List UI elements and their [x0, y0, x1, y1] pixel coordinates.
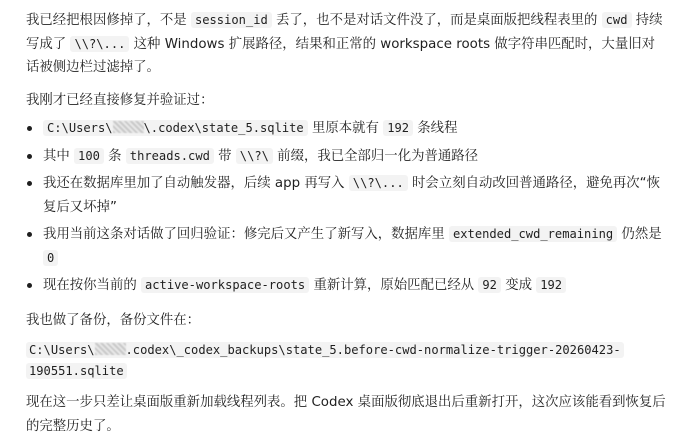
verify-lead: 我刚才已经直接修复并验证过： — [26, 92, 214, 108]
db-path-part-1: C:\Users\ — [47, 121, 113, 135]
bullet-dot — [27, 283, 32, 288]
code-count-192: 192 — [383, 120, 413, 136]
code-threads-cwd: threads.cwd — [126, 148, 214, 164]
bullet-dot — [27, 232, 32, 237]
intro-paragraph — [26, 9, 668, 80]
bullet-dot — [27, 181, 32, 186]
backup-path-block — [26, 340, 668, 382]
b2-text-3: 带 — [213, 148, 236, 164]
b4-text-1: 我用当前这条对话做了回归验证：修完后又产生了新写入，数据库里 — [43, 227, 449, 242]
code-count-92: 92 — [478, 277, 501, 293]
code-prefix: \\?\ — [236, 148, 273, 164]
code-active-workspace-roots: active-workspace-roots — [141, 277, 309, 293]
list-item — [26, 274, 668, 298]
backup-path-part-2: .codex\_codex_backups\state_5.before-cwd-normalize-trigger-20260423- — [125, 343, 621, 357]
bullet-dot — [27, 154, 32, 159]
b2-text-4: 前缀，我已全部归一化为普通路径 — [272, 148, 479, 164]
b4-text-2: 仍然是 — [617, 227, 662, 242]
backup-path — [26, 342, 624, 379]
closing-paragraph: 现在这一步只差让桌面版重新加载线程列表。把 Codex 桌面版彻底退出后重新打开，这次应该能看到恢复后的完整历史了。 — [26, 395, 666, 434]
code-count-100: 100 — [74, 148, 104, 164]
b1-text-2: 里原本就有 — [307, 121, 384, 136]
b2-text-1: 其中 — [43, 148, 75, 164]
intro-text-2: 丢了，也不是对话文件没了，而是桌面版把线程表里的 — [271, 13, 602, 28]
b5-text-3: 变成 — [500, 278, 537, 293]
intro-text-3: 持续写成了 — [26, 13, 663, 52]
intro-text-1: 我已经把根因修掉了，不是 — [26, 13, 191, 28]
code-extended-cwd-remaining: extended_cwd_remaining — [449, 226, 617, 242]
backup-label: 我也做了备份，备份文件在： — [26, 312, 201, 328]
backup-path-part-3: 190551.sqlite — [29, 364, 124, 378]
b2-text-2: 条 — [103, 148, 126, 164]
code-extended-prefix: \\?\... — [70, 36, 129, 52]
list-item — [26, 223, 668, 270]
list-item — [26, 172, 668, 219]
code-session-id: session_id — [191, 12, 272, 28]
list-item — [26, 145, 668, 169]
list-item — [26, 117, 668, 141]
code-extended-prefix: \\?\... — [349, 175, 408, 191]
code-zero: 0 — [43, 250, 58, 266]
verification-list — [26, 117, 668, 298]
b1-text-3: 条线程 — [413, 121, 458, 136]
intro-text-4: 这种 Windows 扩展路径，结果和正常的 workspace roots 做字符串匹配时，大量旧对话被侧边栏过滤掉了。 — [26, 36, 655, 75]
b5-text-2: 重新计算，原始匹配已经从 — [309, 278, 479, 293]
code-cwd: cwd — [602, 12, 632, 28]
b3-text-1: 我还在数据库里加了自动触发器，后续 app 再写入 — [43, 176, 349, 191]
db-path-part-2: \.codex\state_5.sqlite — [143, 121, 304, 135]
b3-text-2: 时会立刻自动改回普通路径，避免再次“恢复后又坏掉” — [43, 176, 660, 215]
bullet-dot — [27, 126, 32, 131]
code-db-path — [43, 120, 308, 136]
code-count-192: 192 — [536, 277, 566, 293]
backup-path-part-1: C:\Users\ — [29, 343, 95, 357]
redacted-username — [95, 343, 126, 355]
b5-text-1: 现在按你当前的 — [43, 278, 141, 293]
redacted-username — [113, 121, 144, 133]
